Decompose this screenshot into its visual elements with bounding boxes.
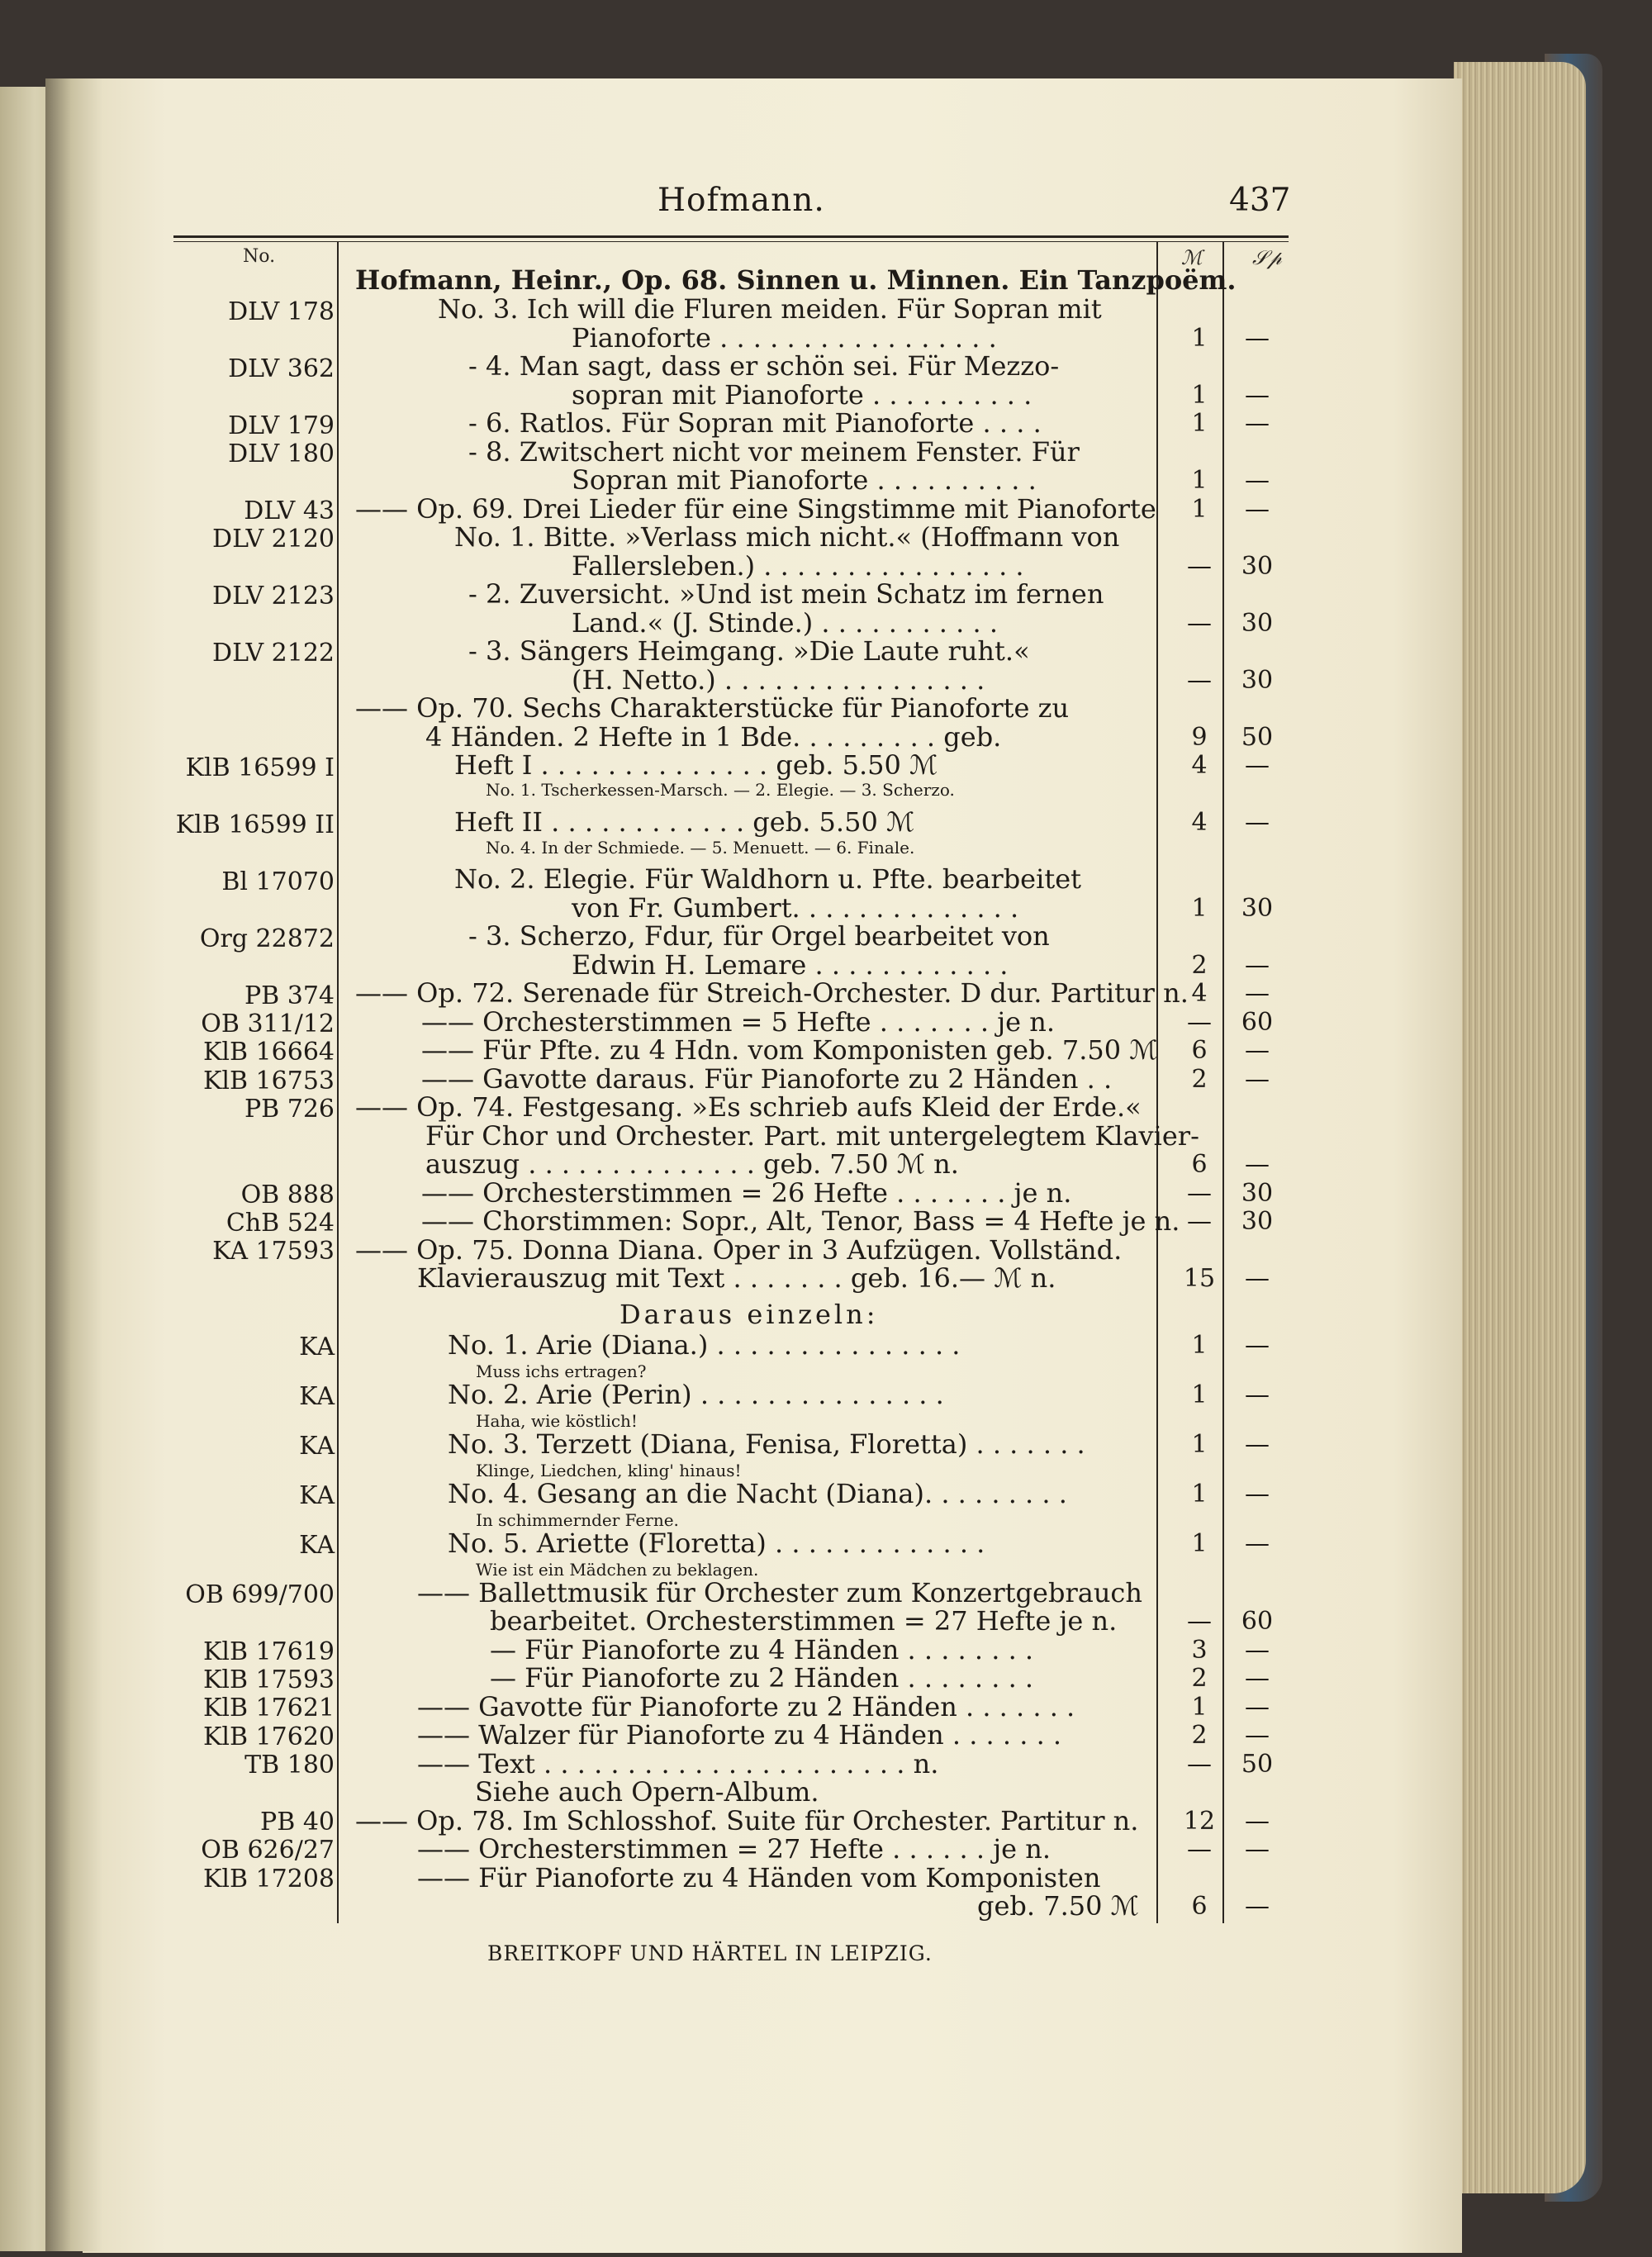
price-mark: — [1187, 1008, 1212, 1037]
catalog-number: OB 699/700 [185, 1580, 335, 1609]
catalog-number: KlB 17208 [202, 1865, 335, 1894]
column-rule [337, 241, 339, 1923]
price-pf: 60 [1241, 1607, 1274, 1636]
entry-line: — Für Pianoforte zu 4 Händen . . . . . . . . [490, 1634, 1034, 1665]
catalog-number: KA [299, 1531, 335, 1560]
price-pf: — [1245, 1807, 1270, 1836]
entry-line: —— Op. 75. Donna Diana. Oper in 3 Aufzügen. Vollständ. [355, 1234, 1123, 1266]
entry-line: Heft I . . . . . . . . . . . . . . geb. 5.50 ℳ [454, 749, 938, 781]
price-pf: — [1245, 324, 1270, 353]
price-pf: — [1245, 1480, 1270, 1509]
price-pf: 60 [1241, 1008, 1274, 1037]
price-pf: — [1245, 951, 1270, 980]
entry-incipit: Wie ist ein Mädchen zu beklagen. [476, 1560, 759, 1580]
entry-line: - 6. Ratlos. Für Sopran mit Pianoforte . . . . [468, 407, 1042, 439]
price-mark: — [1187, 1607, 1212, 1636]
price-pf: — [1245, 1636, 1270, 1665]
price-pf: — [1245, 1036, 1270, 1065]
catalog-number: Bl 17070 [221, 867, 335, 896]
catalog-number: KA [299, 1382, 335, 1411]
price-pf: 30 [1241, 552, 1274, 581]
price-pf: — [1245, 1264, 1270, 1293]
price-mark: — [1187, 1179, 1212, 1208]
section-heading: Daraus einzeln: [620, 1299, 879, 1330]
entry-line: 4 Händen. 2 Hefte in 1 Bde. . . . . . . . . geb. [425, 721, 1002, 753]
header-rule [173, 235, 1289, 238]
price-pf: — [1245, 495, 1270, 524]
catalog-number: OB 626/27 [201, 1836, 335, 1865]
entry-line: geb. 7.50 ℳ [977, 1890, 1139, 1922]
catalog-number: KlB 17621 [202, 1694, 335, 1722]
entry-line: —— Orchesterstimmen = 5 Hefte . . . . . . . je n. [421, 1006, 1055, 1038]
price-mark: 2 [1191, 951, 1208, 980]
price-pf: — [1245, 1693, 1270, 1722]
catalog-number: KlB 16599 II [175, 810, 335, 839]
entry-line: auszug . . . . . . . . . . . . . . geb. 7.50 ℳ n. [425, 1148, 959, 1180]
price-mark: — [1187, 666, 1212, 695]
price-mark: 2 [1191, 1721, 1208, 1750]
price-mark: 9 [1191, 723, 1208, 752]
catalog-number: DLV 2123 [212, 582, 335, 611]
entry-line: —— Ballettmusik für Orchester zum Konzertgebrauch [417, 1577, 1142, 1608]
entry-line: No. 3. Terzett (Diana, Fenisa, Floretta) . . . . . . . [448, 1428, 1085, 1460]
header-rule-thin [173, 241, 1289, 242]
entry-line: — Für Pianoforte zu 2 Händen . . . . . . . . [490, 1662, 1034, 1694]
price-mark: 1 [1191, 495, 1208, 524]
entry-line: —— Walzer für Pianoforte zu 4 Händen . . . . . . . [417, 1719, 1062, 1751]
price-mark: 1 [1191, 1380, 1208, 1409]
catalog-number: KA [299, 1333, 335, 1361]
page-number: 437 [1229, 182, 1291, 219]
price-pf: — [1245, 1529, 1270, 1558]
price-mark: 2 [1191, 1065, 1208, 1094]
column-header-mark: ℳ [1181, 246, 1203, 269]
price-pf: — [1245, 979, 1270, 1008]
catalog-number: KlB 17619 [202, 1637, 335, 1666]
price-pf: — [1245, 1331, 1270, 1360]
entry-line: —— Op. 78. Im Schlosshof. Suite für Orchester. Partitur n. [355, 1805, 1139, 1836]
catalog-number: KlB 17620 [202, 1722, 335, 1751]
catalog-number: TB 180 [244, 1751, 335, 1779]
gutter [45, 78, 103, 2251]
entry-incipit: In schimmernder Ferne. [476, 1510, 679, 1530]
page-edges [1454, 62, 1586, 2193]
entry-line: —— Für Pianoforte zu 4 Händen vom Komponisten [417, 1862, 1101, 1894]
price-mark: 1 [1191, 1693, 1208, 1722]
price-pf: 50 [1241, 723, 1274, 752]
catalog-number: KlB 16753 [202, 1067, 335, 1095]
entry-line: bearbeitet. Orchesterstimmen = 27 Hefte je n. [490, 1605, 1118, 1637]
entry-incipit: Haha, wie köstlich! [476, 1411, 638, 1431]
price-mark: 1 [1191, 1529, 1208, 1558]
catalog-number: KlB 16664 [202, 1038, 335, 1067]
entry-line: Land.« (J. Stinde.) . . . . . . . . . . . [572, 607, 998, 639]
price-mark: 3 [1191, 1636, 1208, 1665]
entry-line: —— Orchesterstimmen = 27 Hefte . . . . . . je n. [417, 1833, 1051, 1865]
price-mark: 15 [1183, 1264, 1216, 1293]
entry-line: —— Gavotte für Pianoforte zu 2 Händen . . . . . . . [417, 1691, 1075, 1722]
catalog-number: Org 22872 [199, 924, 335, 953]
catalog-number: DLV 2120 [212, 525, 335, 554]
price-pf: — [1245, 409, 1270, 438]
entry-line: No. 4. Gesang an die Nacht (Diana). . . . . . . . . [448, 1478, 1067, 1509]
catalog-number: PB 726 [244, 1095, 335, 1124]
catalog-number: DLV 180 [228, 440, 335, 468]
price-pf: — [1245, 1835, 1270, 1864]
catalog-number: PB 40 [260, 1808, 335, 1836]
price-pf: — [1245, 466, 1270, 495]
entry-line: - 3. Sängers Heimgang. »Die Laute ruht.« [468, 635, 1030, 667]
price-pf: — [1245, 381, 1270, 410]
cross-reference: Siehe auch Opern-Album. [475, 1776, 819, 1808]
price-mark: 1 [1191, 381, 1208, 410]
price-pf: — [1245, 1892, 1270, 1921]
price-pf: — [1245, 751, 1270, 780]
entry-heading: Hofmann, Heinr., Op. 68. Sinnen u. Minnen. Ein Tanzpoëm. [355, 264, 1237, 296]
entry-line: —— Op. 74. Festgesang. »Es schrieb aufs Kleid der Erde.« [355, 1091, 1142, 1123]
price-mark: 1 [1191, 466, 1208, 495]
price-pf: 30 [1241, 894, 1274, 923]
price-mark: 2 [1191, 1664, 1208, 1693]
price-mark: 1 [1191, 1430, 1208, 1459]
price-mark: 1 [1191, 409, 1208, 438]
price-pf: — [1245, 1150, 1270, 1179]
entry-line: No. 3. Ich will die Fluren meiden. Für Sopran mit [438, 293, 1102, 325]
entry-line: —— Op. 69. Drei Lieder für eine Singstimme mit Pianoforte [355, 493, 1156, 525]
price-pf: — [1245, 1721, 1270, 1750]
entry-line: No. 1. Arie (Diana.) . . . . . . . . . . . . . . . [448, 1329, 961, 1361]
price-pf: — [1245, 1380, 1270, 1409]
price-pf: 30 [1241, 666, 1274, 695]
entry-line: No. 1. Bitte. »Verlass mich nicht.« (Hoffmann von [454, 521, 1120, 553]
entry-line: Heft II . . . . . . . . . . . . geb. 5.50 ℳ [454, 806, 915, 838]
entry-line: —— Für Pfte. zu 4 Hdn. vom Komponisten geb. 7.50 ℳ [421, 1034, 1158, 1066]
price-pf: — [1245, 808, 1270, 837]
entry-line: - 3. Scherzo, Fdur, für Orgel bearbeitet von [468, 920, 1050, 952]
price-mark: 1 [1191, 324, 1208, 353]
price-pf: — [1245, 1065, 1270, 1094]
entry-line: Edwin H. Lemare . . . . . . . . . . . . [572, 949, 1009, 981]
entry-line: —— Op. 70. Sechs Charakterstücke für Pianoforte zu [355, 692, 1070, 724]
catalog-number: ChB 524 [225, 1209, 335, 1238]
price-mark: 4 [1191, 808, 1208, 837]
entry-line: —— Orchesterstimmen = 26 Hefte . . . . . . . je n. [421, 1177, 1072, 1209]
catalog-number: DLV 178 [228, 297, 335, 326]
catalog-number: DLV 2122 [212, 639, 335, 668]
price-mark: 4 [1191, 979, 1208, 1008]
entry-line: No. 2. Elegie. Für Waldhorn u. Pfte. bearbeitet [454, 863, 1081, 895]
price-mark: — [1187, 1750, 1212, 1779]
entry-line: - 8. Zwitschert nicht vor meinem Fenster. Für [468, 436, 1080, 468]
price-mark: 4 [1191, 751, 1208, 780]
catalog-number: DLV 362 [228, 354, 335, 383]
price-pf: — [1245, 1430, 1270, 1459]
price-mark: 12 [1183, 1807, 1216, 1836]
entry-line: - 2. Zuversicht. »Und ist mein Schatz im fernen [468, 578, 1104, 610]
catalog-number: DLV 43 [244, 497, 335, 525]
running-head: Hofmann. [657, 182, 825, 219]
publisher-footer: BREITKOPF UND HÄRTEL IN LEIPZIG. [487, 1941, 933, 1965]
price-mark: — [1187, 609, 1212, 638]
catalog-number: KlB 17593 [202, 1665, 335, 1694]
price-mark: 1 [1191, 1480, 1208, 1509]
entry-line: von Fr. Gumbert. . . . . . . . . . . . . . [572, 892, 1019, 924]
catalog-number: OB 311/12 [201, 1010, 335, 1038]
entry-note: No. 4. In der Schmiede. — 5. Menuett. — 6. Finale. [486, 838, 915, 858]
catalog-number: KlB 16599 I [185, 753, 335, 782]
catalog-number: OB 888 [240, 1181, 335, 1209]
entry-line: —— Chorstimmen: Sopr., Alt, Tenor, Bass = 4 Hefte je n. [421, 1205, 1180, 1237]
price-pf: 30 [1241, 609, 1274, 638]
price-pf: 30 [1241, 1179, 1274, 1208]
column-header-no: No. [243, 246, 276, 267]
entry-line: No. 2. Arie (Perin) . . . . . . . . . . . . . . . [448, 1379, 944, 1410]
price-mark: 1 [1191, 894, 1208, 923]
column-rule [1156, 241, 1158, 1923]
catalog-number: KA [299, 1481, 335, 1510]
column-header-pf: 𝒮𝓅 [1252, 246, 1282, 269]
entry-line: Für Chor und Orchester. Part. mit untergelegtem Klavier- [425, 1120, 1199, 1152]
entry-incipit: Klinge, Liedchen, kling' hinaus! [476, 1461, 742, 1480]
entry-incipit: Muss ichs ertragen? [476, 1361, 647, 1381]
price-mark: — [1187, 1835, 1212, 1864]
catalog-number: KA [299, 1432, 335, 1461]
price-mark: 6 [1191, 1892, 1208, 1921]
entry-line: No. 5. Ariette (Floretta) . . . . . . . . . . . . . [448, 1528, 985, 1559]
catalog-number: DLV 179 [228, 411, 335, 440]
price-mark: — [1187, 1207, 1212, 1236]
price-mark: — [1187, 552, 1212, 581]
price-pf: 30 [1241, 1207, 1274, 1236]
entry-line: Klavierauszug mit Text . . . . . . . geb. 16.— ℳ n. [417, 1262, 1056, 1294]
entry-line: Fallersleben.) . . . . . . . . . . . . . . . . [572, 550, 1024, 582]
price-mark: 1 [1191, 1331, 1208, 1360]
price-pf: 50 [1241, 1750, 1274, 1779]
price-pf: — [1245, 1664, 1270, 1693]
entry-line: —— Gavotte daraus. Für Pianoforte zu 2 Händen . . [421, 1063, 1113, 1095]
entry-line: Sopran mit Pianoforte . . . . . . . . . . [572, 464, 1037, 496]
entry-line: (H. Netto.) . . . . . . . . . . . . . . . . [572, 664, 985, 696]
catalog-number: PB 374 [244, 981, 335, 1010]
entry-line: sopran mit Pianoforte . . . . . . . . . . [572, 379, 1032, 411]
price-mark: 6 [1191, 1150, 1208, 1179]
catalog-number: KA 17593 [212, 1237, 335, 1266]
price-mark: 6 [1191, 1036, 1208, 1065]
entry-line: —— Text . . . . . . . . . . . . . . . . . . . . . . n. [417, 1748, 939, 1779]
entry-line: Pianoforte . . . . . . . . . . . . . . . . . [572, 322, 997, 354]
entry-note: No. 1. Tscherkessen-Marsch. — 2. Elegie. — 3. Scherzo. [486, 780, 955, 800]
entry-line: - 4. Man sagt, dass er schön sei. Für Mezzo- [468, 350, 1060, 382]
entry-line: —— Op. 72. Serenade für Streich-Orchester. D dur. Partitur n. [355, 977, 1189, 1009]
column-rule [1222, 241, 1224, 1923]
